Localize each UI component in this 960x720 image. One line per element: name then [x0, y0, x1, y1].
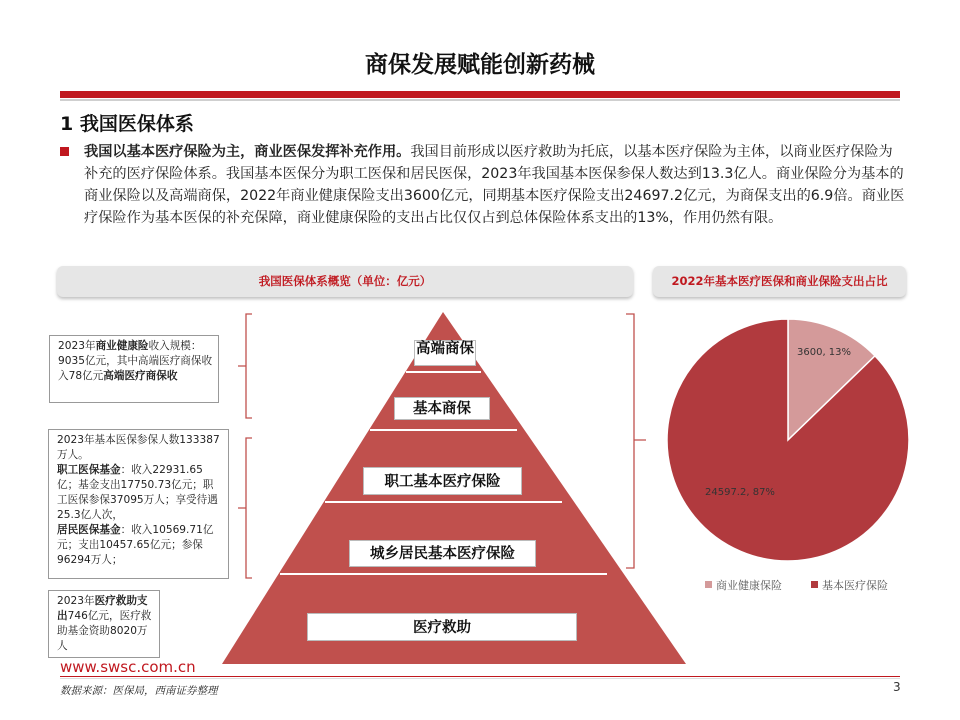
legend-swatch-icon [811, 581, 818, 588]
pie-data-label-commercial: 3600, 13% [797, 347, 852, 358]
paragraph-lead: 我国以基本医疗保险为主，商业医保发挥补充作用。 [84, 144, 411, 160]
note-basic-insurance [48, 429, 229, 579]
tier-label-employee-insurance: 职工基本医疗保险 [363, 467, 522, 495]
legend-swatch-icon [705, 581, 712, 588]
tier-label-medical-assistance: 医疗救助 [307, 613, 577, 641]
note-text: 2023年基本医保参保人数133387万人。 [57, 434, 220, 461]
footer-divider-shadow [60, 678, 900, 679]
bracket-left-basic [238, 438, 252, 578]
note-text: 2023年 [57, 595, 95, 607]
note-commercial-insurance [49, 335, 219, 403]
tier-label-resident-insurance: 城乡居民基本医疗保险 [349, 540, 536, 567]
pie-panel-header: 2022年基本医疗医保和商业保险支出占比 [653, 266, 906, 297]
section-heading: 1 我国医保体系 [60, 113, 194, 135]
pie-chart [667, 319, 909, 561]
bracket-left-commercial [238, 314, 252, 418]
tier-label-high-end: 高端商保 [414, 340, 476, 366]
footer-divider [60, 676, 900, 677]
footer-url[interactable]: www.swsc.com.cn [60, 658, 196, 676]
note-bold: 居民医保基金 [57, 524, 121, 536]
pie-data-label-basic: 24597.2, 87% [705, 487, 775, 498]
note-text: 746亿元，医疗救助基金资助8020万人 [57, 610, 152, 652]
legend-item-basic [811, 577, 888, 593]
note-bold: 职工医保基金 [57, 464, 121, 476]
note-medical-assistance [48, 590, 160, 658]
note-text: ：收入10569.71亿元；支出10457.65亿元；参保96294万人； [57, 524, 214, 566]
pyramid-panel-header: 我国医保体系概览（单位：亿元） [57, 266, 633, 297]
note-bold: 商业健康险 [95, 340, 149, 352]
note-text: 2023年 [58, 340, 96, 352]
legend-label: 商业健康保险 [716, 579, 782, 592]
note-text: ：收入22931.65亿；基金支出17750.73亿元；职工医保参保37095万人；享受待遇25.3亿人次， [57, 464, 218, 521]
legend-item-commercial [705, 577, 782, 593]
bracket-right [626, 314, 646, 568]
tier-label-basic-commercial: 基本商保 [394, 397, 490, 420]
legend-label: 基本医疗保险 [822, 579, 888, 592]
note-bold: 医疗救助支出 [57, 595, 148, 622]
note-text: 收入规模：9035亿元，其中高端医疗商保收入78亿元 [58, 340, 213, 382]
page-number: 3 [893, 680, 901, 694]
page-title: 商保发展赋能创新药械 [365, 52, 595, 78]
note-bold: 高端医疗商保收 [103, 370, 178, 382]
paragraph-body: 我国目前形成以医疗救助为托底，以基本医疗保险为主体，以商业医疗保险为补充的医疗保险体系。我国基本医保分为职工医保和居民医保，2023年我国基本医保参保人数达到13.3亿人。商业保险分为基本的商业保险以及高端商保，2022年商业健康保险支出3600亿元，同期基本医疗保险支出24697.2亿元，为商保支出的6.9倍。商业医疗保险作为基本医保的补充保障，商业健康保险的支出占比仅仅占到总体保险体系支出的13%，作用仍然有限。 [84, 144, 905, 226]
data-source: 数据来源：医保局，西南证券整理 [60, 685, 218, 697]
